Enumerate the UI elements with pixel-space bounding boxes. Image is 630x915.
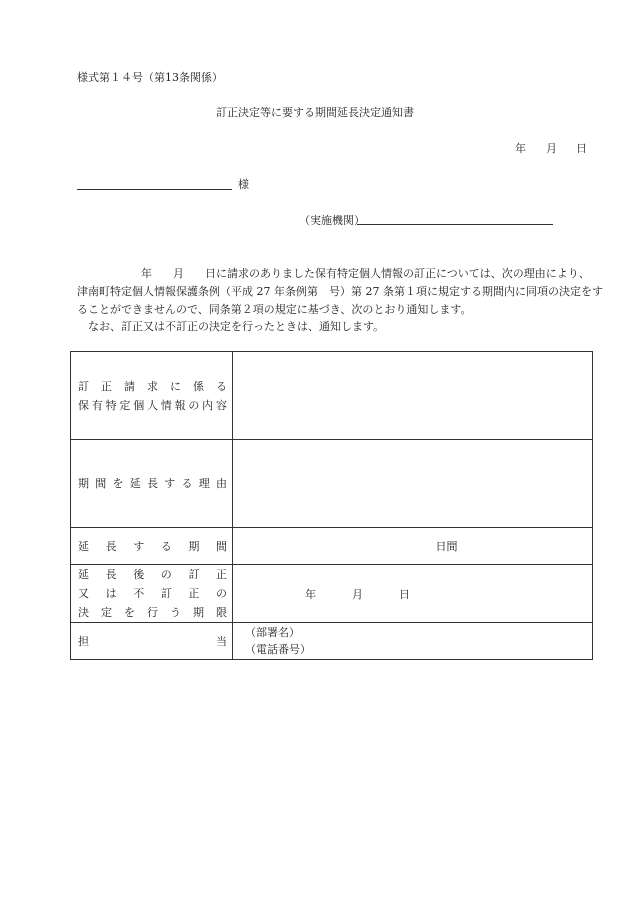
body-line-1-text: 日に請求のありました保有特定個人情報の訂正については、次の理由により、 [205,267,590,280]
agency-name-line [357,224,553,225]
value-staff[interactable] [233,623,593,660]
label-line: 訂 正 請 求 に 係 る [78,379,227,393]
label-correction-content [71,352,233,440]
info-table [70,351,593,660]
label-line: 又 は 不 訂 正 の [78,587,227,600]
body-line-2: 津南町特定個人情報保護条例（平成 27 年条例第 号）第 27 条第１項に規定する期間内に同項の決定をす [77,285,603,298]
label-line: 延 長 す る 期 間 [78,539,227,553]
value-deadline[interactable] [233,565,593,623]
value-correction-content[interactable] [233,352,593,440]
body-year: 年 [141,267,152,280]
form-number: 様式第１４号（第13条関係） [77,71,223,84]
table-row-content [71,352,593,440]
addressee-suffix: 様 [238,178,249,191]
staff-department: （部署名） [245,626,300,639]
deadline-day: 日 [399,587,410,601]
period-days-unit: 日間 [435,540,458,553]
deadline-year: 年 [305,587,316,601]
agency-label: （実施機関） [299,214,365,227]
table-row-reason [71,440,593,528]
body-line-3: ることができませんので、同条第２項の規定に基づき、次のとおり通知します。 [77,303,472,316]
label-deadline [71,565,233,623]
label-line: 期 間 を 延 長 す る 理 由 [78,477,227,490]
addressee-name-line [77,189,232,190]
value-extension-period[interactable] [233,528,593,565]
body-line-1 [77,265,590,281]
body-line-4 [77,318,384,334]
table-row-staff [71,623,593,660]
body-month: 月 [173,267,184,280]
table-row-deadline [71,565,593,623]
label-line: 延 長 後 の 訂 正 [78,568,227,581]
value-extension-reason[interactable] [233,440,593,528]
label-line: 担 当 [78,634,227,648]
table-row-period [71,528,593,565]
date-year-label: 年 [515,142,526,155]
document-title: 訂正決定等に要する期間延長決定通知書 [216,106,414,119]
date-month-label: 月 [546,142,557,155]
label-extension-reason [71,440,233,528]
deadline-month: 月 [352,587,363,601]
staff-phone: （電話番号） [245,643,311,656]
label-extension-period [71,528,233,565]
body-line-4-text: なお、訂正又は不訂正の決定を行ったときは、通知します。 [88,320,385,333]
label-staff [71,623,233,660]
date-day-label: 日 [576,142,587,155]
label-line: 保 有 特 定 個 人 情 報 の 内 容 [78,398,227,412]
label-line: 決 定 を 行 う 期 限 [78,606,227,619]
